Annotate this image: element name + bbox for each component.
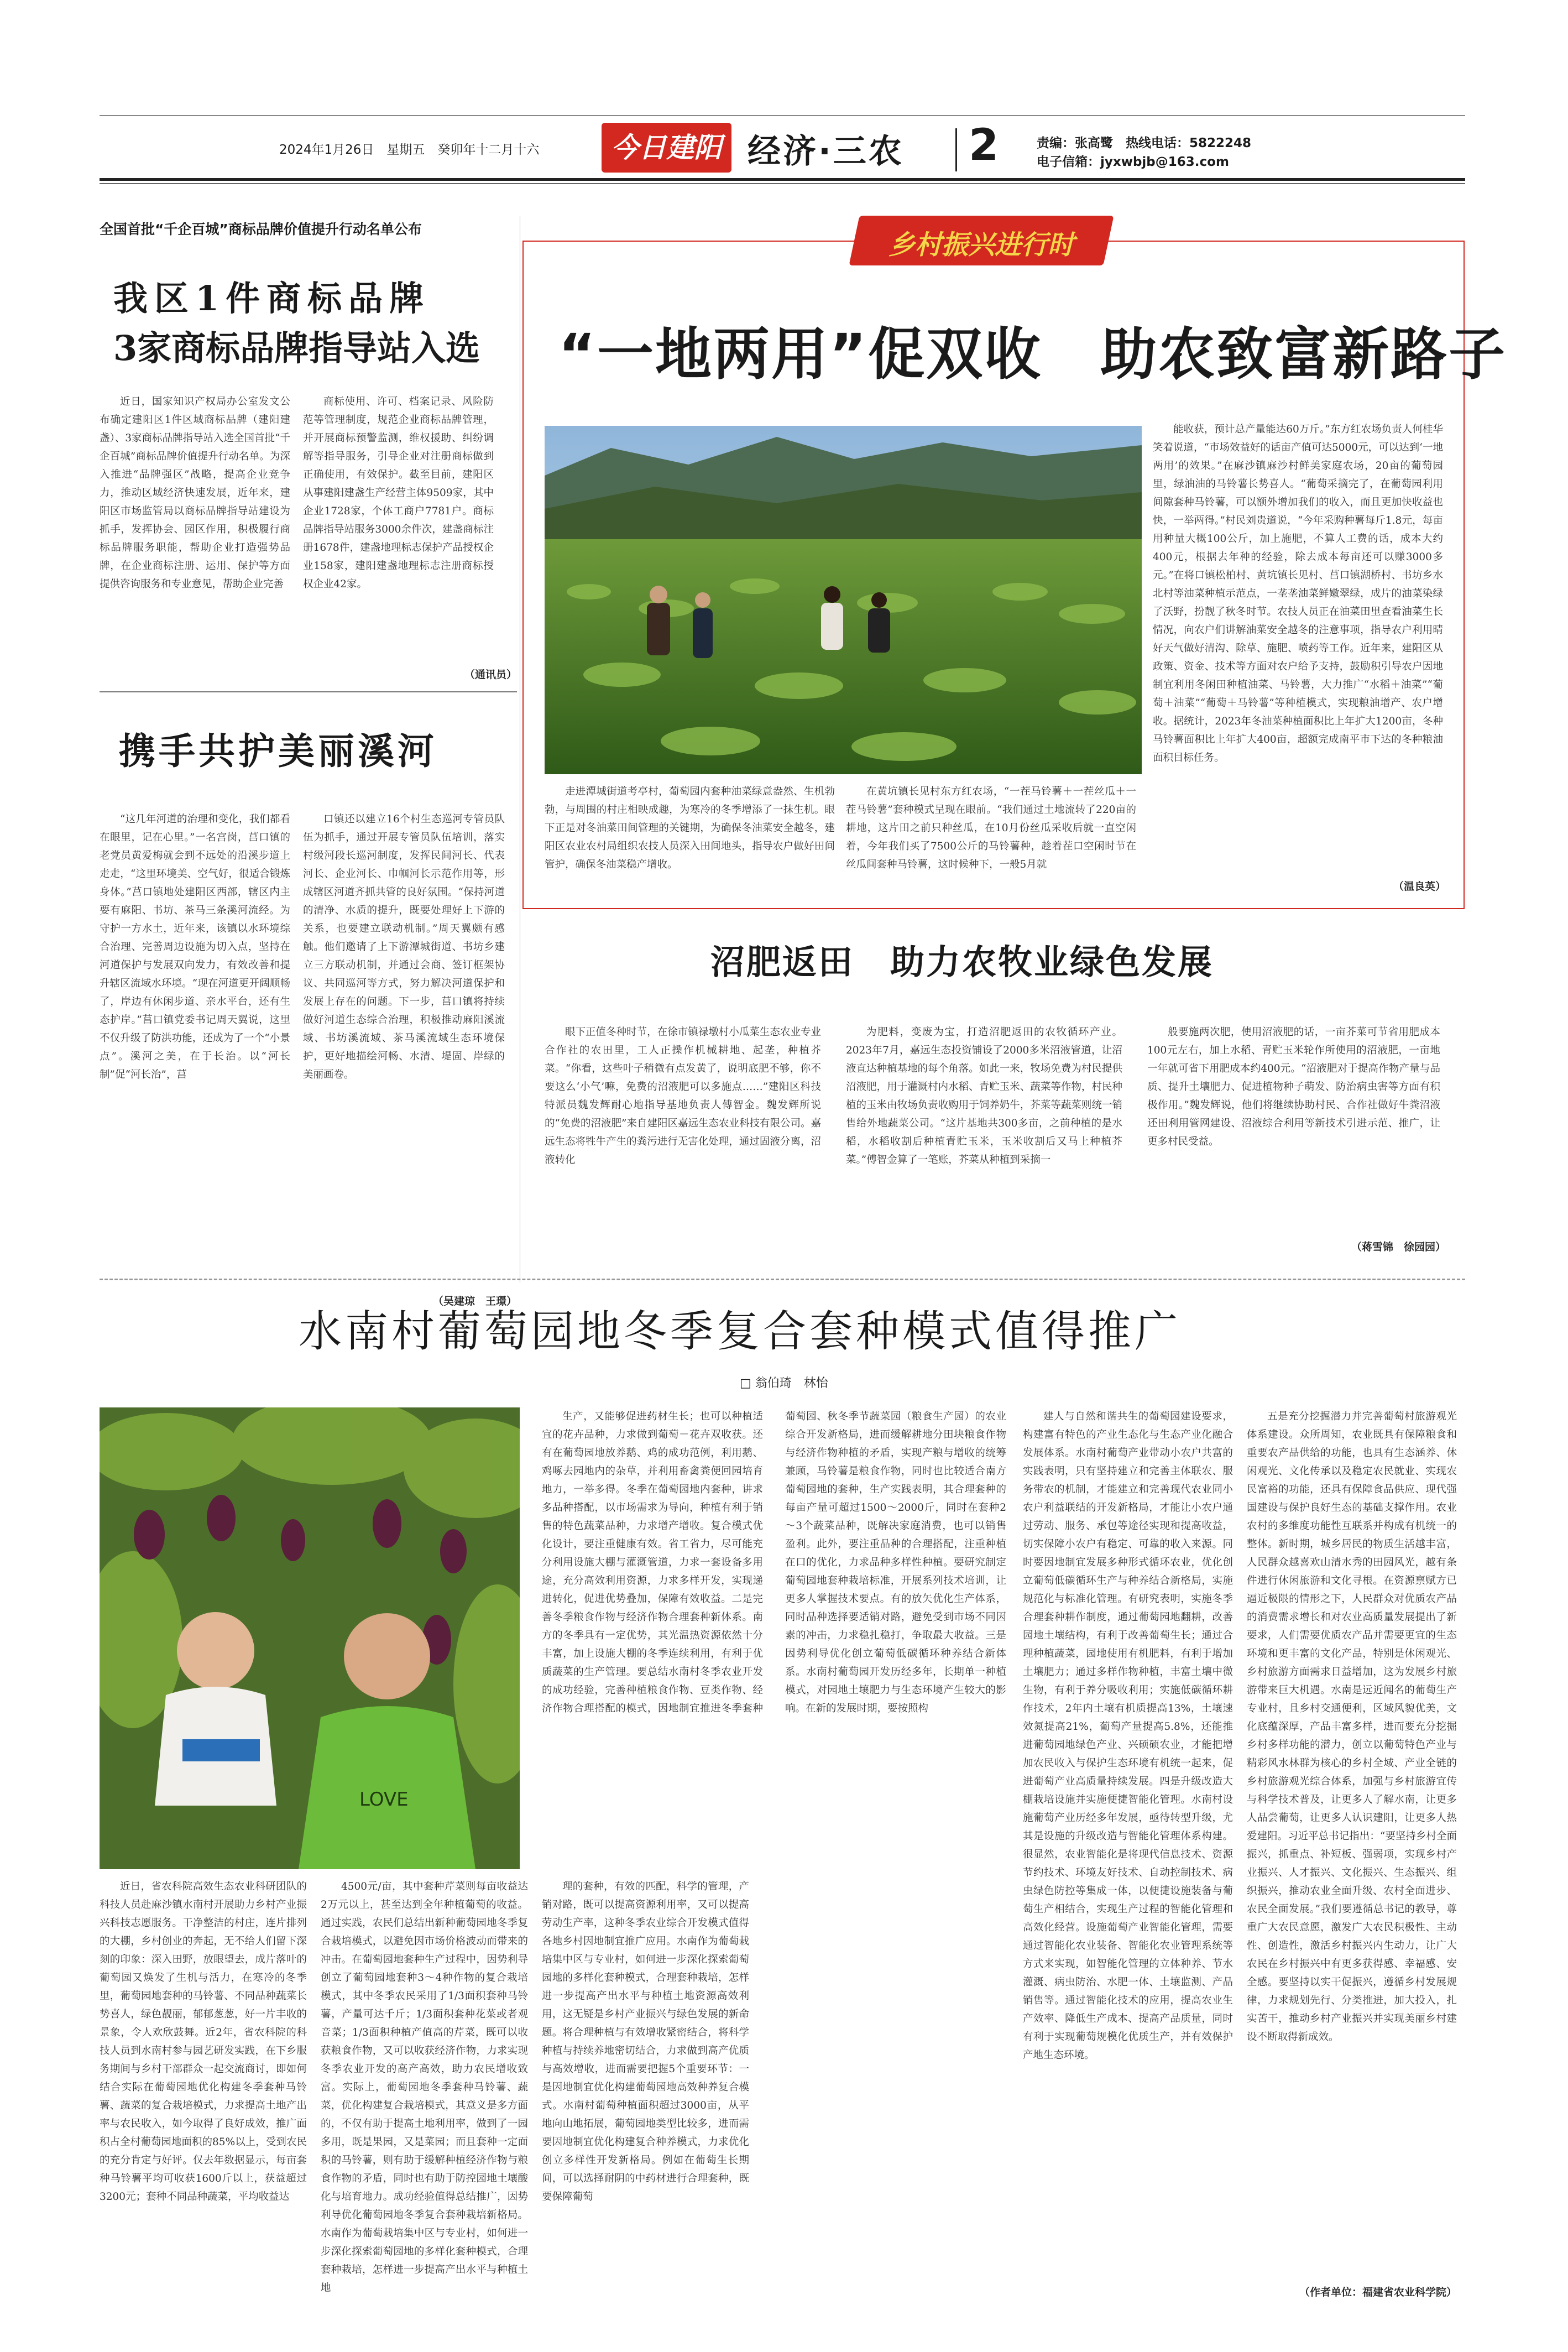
a1-kicker: 全国首批“千企百城”商标品牌价值提升行动名单公布 [100, 221, 422, 237]
grape-photo-image [100, 1407, 520, 1869]
a3-banner-text: 乡村振兴进行时 [888, 230, 1074, 260]
section-title: 经济·三农 [748, 132, 904, 171]
a4-col3 [1147, 1023, 1440, 1233]
a3-under1-text: 走进潭城街道考亭村，葡萄园内套种油菜绿意盎然、生机勃勃，与周围的村庄相映成趣，为寒冷的冬季增添了一抹生机。眼下正是对冬油菜田间管理的关键期，为确保冬油菜安全越冬，建阳区农业农村局组织农技人员深入田间地头，指导农户做好田间管护，确保冬油菜稳产增收。 [545, 786, 835, 870]
a3-right-col [1153, 420, 1443, 868]
shirt-lettering: LOVE [359, 1788, 409, 1811]
a4-c3-text: 般要施两次肥，使用沼液肥的话，一亩芥菜可节省用肥成本100元左右，加上水稻、青贮玉米轮作所使用的沼液肥，一亩地一年就可省下用肥成本约400元。“沼液肥对于提高作物产量与品质、提升土壤肥力、促进植物种子萌发、防治病虫害等方面有积极作用。”魏发辉说，他们将继续协助村民、合作社做好牛粪沼液还田利用管网建设、沼液综合利用等新技术引进示范、推广，让更多村民受益。 [1147, 1026, 1440, 1148]
a1-body-col1 [100, 393, 290, 648]
a5-bottom-col1 [100, 1878, 307, 2303]
a1-body-col2 [303, 393, 494, 648]
a5-colB [1023, 1407, 1233, 2303]
editor-email: 电子信箱：jyxwbjb@163.com [1037, 155, 1229, 169]
a5-bottom2-text: 4500元/亩，其中套种芹菜则每亩收益达2万元以上，甚至达到全年种植葡萄的收益。通过实践，农民们总结出新种葡萄园地冬季复合栽培模式，以避免因市场价格波动而带来的冲击。在葡萄园地套种生产过程中，因势利导创立了葡萄园地套种3～4种作物的复合栽培模式，其中冬季农民采用了1/3面积套种马铃薯，产量可达千斤；1/3面积套种花菜或者观音菜；1/3面积种植产值高的芹菜，既可以收获粮食作物，又可以收获经济作物，力求实现冬季农业开发的高产高效，助力农民增收致富。实际上，葡萄园地冬季套种马铃薯、蔬菜，优化构建复合栽培模式，其意义是多方面的，不仅有助于提高土地利用率，做到了一园多用，既是果园，又是菜园；而且套种一定面积的马铃薯，则有助于缓解种植经济作物与粮食作物的矛盾，同时也有助于防控园地土壤酸化与培育地力。成功经验值得总结推广，因势利导优化葡萄园地冬季复合套种栽培新格局。水南作为葡萄栽培集中区与专业村，如何进一步深化探索葡萄园地的多样化套种模式，合理套种栽培，怎样进一步提高产出水平与种植土地 [321, 1881, 528, 2294]
masthead [0, 0, 1568, 199]
a5-bottom3-text: 理的套种，有效的匹配，科学的管理，产销对路，既可以提高资源利用率，又可以提高劳动生产率，这种冬季农业综合开发模式值得各地乡村因地制宜推广应用。水南作为葡萄栽培集中区与专业村，如何进一步深化探索葡萄园地的多样化套种模式，合理套种栽培，怎样进一步提高产出水平与种植土地资源高效利用，这无疑是乡村产业振兴与绿色发展的新命题。将合理种植与有效增收紧密结合，将科学种植与持续养地密切结合，力求做到高产优质与高效增收，进而需要把握5个重要环节：一是因地制宜优化构建葡萄园地高效种养复合模式。水南村葡萄种植面积超过3000亩，从平地向山地拓展，葡萄园地类型比较多，进而需要因地制宜优化构建复合种养模式，力求优化创立多样性开发新格局。例如在葡萄生长期间，可以选择耐阴的中药材进行合理套种，既要保障葡萄 [542, 1881, 749, 2203]
a3-right-text: 能收获，预计总产量能达60万斤。”东方红农场负责人何桂华笑着说道，“市场效益好的话亩产值可达5000元，可以达到‘一地两用’的效果。”在麻沙镇麻沙村鲜美家庭农场，20亩的葡萄园里，绿油油的马铃薯长势喜人。“葡萄采摘完了，在葡萄园利用间隙套种马铃薯，可以额外增加我们的收入，而且更加快收益也快，一举两得。”村民刘贵道说，“今年采购种薯每斤1.8元，每亩用种量大概100公斤，加上施肥，不算人工费的话，成本大约400元，根据去年种的经验，除去成本每亩还可以赚3000多元。”在将口镇松柏村、黄坑镇长见村、莒口镇湖桥村、书坊乡水北村等油菜种植示范点，一垄垄油菜鲜嫩翠绿，成片的油菜染绿了沃野，扮靓了秋冬时节。农技人员正在油菜田里查看油菜生长情况，向农户们讲解油菜安全越冬的注意事项，指导农户利用晴好天气做好清沟、除草、施肥、喷药等工作。近年来，建阳区从政策、资金、技术等方面对农户给予支持，鼓励积引导农户因地制宜利用冬闲田种植油菜、马铃薯，大力推广“水稻＋油菜”“葡萄＋油菜”“葡萄＋马铃薯”等种植模式，实现粮油增产、农户增收。据统计，2023年冬油菜种植面积比上年扩大1200亩，冬种马铃薯面积比上年扩大400亩，超额完成南平市下达的冬种粮油面积目标任务。 [1153, 424, 1443, 764]
issue-date: 2024年1月26日 星期五 癸卯年十二月十六 [279, 143, 540, 157]
a2-body-col1 [100, 810, 290, 1308]
top-rule [100, 115, 1465, 116]
a2-col1-text: “这几年河道的治理和变化，我们都看在眼里，记在心里。”一名宫岗，莒口镇的老党员黄爱梅就会到不远处的沿溪步道上走走，“这里环境美、空气好，很适合锻炼身体。”莒口镇地处建阳区西部，辖区内主要有麻阳、书坊、茶马三条溪河流经。为守护一方水土，近年来，该镇以水环境综合治理、完善周边设施为切入点，坚持在河道保护与发展双向发力，有效改善和提升辖区流域水环境。“现在河道更开阔顺畅了，岸边有休闲步道、亲水平台，还有生态护岸。”莒口镇党委书记周天翼说，这里不仅升级了防洪功能，还成为了一个“小景点”。溪河之美，在于长治。以“河长制”促“河长治”，莒 [100, 813, 290, 1081]
paper-logo [602, 123, 731, 173]
masthead-rule-thick [100, 178, 1465, 181]
a4-col1 [545, 1023, 821, 1261]
a1-title-line2: 3家商标品牌指导站入选 [113, 328, 480, 368]
a4-c1-text: 眼下正值冬种时节，在徐市镇禄墩村小瓜菜生态农业专业合作社的农田里，工人正操作机械耕地、起垄，种植芥菜。“你看，这些叶子稍微有点发黄了，说明底肥不够，你不要这么‘小气’嘛，免费的沼液肥可以多施点……”建阳区科技特派员魏发辉耐心地指导基地负责人傅智金。魏发辉所说的“免费的沼液肥”来自建阳区嘉远生态农业科技有限公司。嘉远生态将牲牛产生的粪污进行无害化处理，通过固液分离，沼液转化 [545, 1026, 821, 1166]
section-divider [955, 128, 957, 171]
section-dashed-rule [100, 1279, 1465, 1280]
a1-credit: （通讯员） [464, 669, 517, 681]
a2-col2-text: 口镇还以建立16个村生态巡河专管员队伍为抓手，通过开展专管员队伍培训，落实村级河段长巡河制度，发挥民间河长、代表河长、企业河长、巾帼河长示范作用等，形成辖区河道齐抓共管的良好氛围。“保持河道的清净、水质的提升，既要处理好上下游的关系，也要建立联动机制。”周天翼颇有感触。他们邀请了上下游潭城街道、书坊乡建立三方联动机制，并通过会商、签订框架协议、共同巡河等方式，努力解决河道保护和发展上存在的问题。下一步，莒口镇将持续做好河道生态综合治理，积极推动麻阳溪流域、书坊溪流域、茶马溪流域生态环境保护，更好地描绘河畅、水清、堤固、岸绿的美丽画卷。 [303, 813, 505, 1081]
a5-colC [1247, 1407, 1457, 2281]
a1-col1-text: 近日，国家知识产权局办公室发文公布确定建阳区1件区域商标品牌（建阳建盏）、3家商标品牌指导站入选全国首批“千企百城”商标品牌价值提升行动名单。为深入推进“品牌强区”战略，提高企业竞争力，推动区域经济快速发展，近年来，建阳区市场监管局以商标品牌指导站建设为抓手，发挥协会、园区作用，积极履行商标品牌服务职能，帮助企业打造强势品牌，在企业商标注册、运用、保护等方面提供咨询服务和专业意见，帮助企业完善 [100, 396, 290, 590]
a5-bottom1-text: 近日，省农科院高效生态农业科研团队的科技人员赴麻沙镇水南村开展助力乡村产业振兴科技志愿服务。干净整洁的村庄，连片排列的大棚，乡村创业的奔起，无不给人们留下深刻的印象：深入田野，放眼望去，成片落叶的葡萄园又焕发了生机与活力，在寒冷的冬季里，葡萄园地套种的马铃薯、不同品种蔬菜长势喜人，绿色靓丽，郁郁葱葱，好一片丰收的景象，令人欢欣鼓舞。近2年，省农科院的科技人员到水南村参与园艺研发实践，在下乡服务期间与乡村干部群众一起交流商讨，即如何结合实际在葡萄园地优化构建冬季套种马铃薯、蔬菜的复合栽培模式，力求提高土地产出率与农民收入，如今取得了良好成效，推广面积占全村葡萄园地面积的85%以上，受到农民的充分肯定与好评。仅去年数据显示，每亩套种马铃薯平均可收获1600斤以上，获益超过3200元；套种不同品种蔬菜，平均收益达 [100, 1881, 307, 2203]
grape-photo [100, 1407, 520, 1869]
field-photo-image [545, 426, 1142, 774]
a1-col2-text: 商标使用、许可、档案记录、风险防范等管理制度，规范企业商标品牌管理，并开展商标预警监测，维权援助、纠纷调解等指导服务，引导企业对注册商标做到正确使用，有效保护。截至目前，建阳区从事建阳建盏生产经营主体9509家，其中企业1728家，个体工商户7781户。商标品牌指导站服务3000余件次，建盏商标注册1678件，建盏地理标志保护产品授权企业158家，建阳建盏地理标志注册商标授权企业42家。 [303, 396, 494, 590]
a5-bottom-col2 [321, 1878, 528, 2303]
a4-credit: （蒋雪锦 徐园园） [1351, 1241, 1446, 1253]
a3-banner [854, 216, 1109, 265]
a4-col2 [846, 1023, 1122, 1261]
editor-line: 责编：张高鹭 热线电话：5822248 [1037, 136, 1252, 150]
field-photo [545, 426, 1142, 774]
a4-title: 沼肥返田 助力农牧业绿色发展 [710, 942, 1214, 982]
a4-c2-text: 为肥料，变废为宝，打造沼肥返田的农牧循环产业。2023年7月，嘉远生态投资铺设了2000多米沼液管道，让沼液直达种植基地的每个角落。如此一来，牧场免费为村民提供沼液肥，用于灌溉村内水稻、青贮玉米、蔬菜等作物，村民种植的玉米由牧场负责收购用于饲养奶牛，芥菜等蔬菜则统一销售给外地蔬菜公司。“这片基地共300多亩，之前种植的是水稻，水稻收割后种植青贮玉米，玉米收割后又马上种植芥菜。”傅智金算了一笔账，芥菜从种植到采摘一 [846, 1026, 1122, 1166]
a3-under2-text: 在黄坑镇长见村东方红农场，“一茬马铃薯＋一茬丝瓜＋一茬马铃薯”套种模式呈现在眼前。“我们通过土地流转了220亩的耕地，这片田之前只种丝瓜，在10月份丝瓜采收后就一直空闲着，今年我们买了7500公斤的马铃薯种，趁着茬口空闲时节在丝瓜间套种马铃薯，这时候种下，一般5月就 [846, 786, 1136, 870]
a3-under-col2 [846, 783, 1136, 893]
a5-bottom-col3 [542, 1878, 749, 2303]
a2-credit: （吴建琼 王璟） [432, 1295, 517, 1307]
a3-credit: （温良英） [1393, 880, 1446, 893]
a3-under-col1 [545, 783, 835, 893]
a1-title-line1: 我区1件商标品牌 [113, 278, 431, 319]
a5-colC-text: 五是充分挖掘潜力并完善葡萄村旅游观光体系建设。众所周知，农业既具有保障粮食和重要农产品供给的功能，也具有生态涵养、休闲观光、文化传承以及稳定农民就业、实现农民富裕的功能，还具有保障食品供应、现代强国建设与保护良好生态的基础支撑作用。农业农村的多维度功能性互联系并构成有机统一的整体。新时期，城乡居民的物质生活越丰富，人民群众越喜欢山清水秀的田园风光，越有条件进行休闲旅游和文化寻根。在资源禀赋方已逼近极限的情形之下，人民群众对优质农产品的消费需求增长和对农业高质量发展提出了新要求，人们需要优质农产品并需要更宜的生态环境和更丰富的文化产品，特别是休闲观光、乡村旅游方面需求日益增加，这为发展乡村旅游带来巨大机遇。水南是远近闻名的葡萄生产专业村，且乡村交通便利，区域风貌优美，文化底蕴深厚，产品丰富多样，进而要充分挖掘乡村多样功能的潜力，创立以葡萄特色产业与精彩风水林群为核心的乡村全域、产业全链的乡村旅游观光综合体系，加强与乡村旅游宜传与科学技术普及，让更多人了解水南，让更多人品尝葡萄，让更多人认识建阳，让更多人热爱建阳。习近平总书记指出：“要坚持乡村全面振兴，抓重点、补短板、强弱项，实现乡村产业振兴、人才振兴、文化振兴、生态振兴、组织振兴，推动农业全面升级、农村全面进步、农民全面发展。”我们要遵循总书记的教导，尊重广大农民意愿，激发广大农民积极性、主动性、创造性，激活乡村振兴内生动力，让广大农民在乡村振兴中有更多获得感、幸福感、安全感。要坚持以实干促振兴，遵循乡村发展规律，力求规划先行、分类推进，加大投入，扎实苦干，推动乡村产业振兴并实现美丽乡村建设不断取得新成效。 [1247, 1411, 1457, 2043]
a5-byline: □ 翁伯琦 林怡 [740, 1376, 828, 1390]
a5-credit: （作者单位：福建省农业科学院） [1299, 2286, 1457, 2298]
masthead-rule-thin [100, 183, 1465, 184]
a5-title: 水南村葡萄园地冬季复合套种模式值得推广 [299, 1307, 1182, 1357]
a5-colA-text: 生产，又能够促进药材生长；也可以种植适宜的花卉品种，力求做到葡萄－花卉双收获。还有在葡萄园地放养鹅、鸡的成功范例，利用鹅、鸡啄去园地内的杂草，并利用畜禽粪便回园培育地力，一举多得。冬季在葡萄园地内套种，讲求多品种搭配，以市场需求为导向，种植有利于销售的特色蔬菜品种，力求增产增收。复合模式优化设计，要注重健康有效。省工省力，尽可能充分利用设施大棚与灌溉管道，力求一套设备多用途，充分高效利用资源，力求多样开发，实现递进转化，促进优势叠加，保障有效收益。二是完善冬季粮食作物与经济作物合理套种新体系。南方的冬季具有一定优势，其光温热资源依然十分丰富，加上设施大棚的冬季连续利用，有利于优质蔬菜的生产管理。要总结水南村冬季农业开发的成功经验，完善种植粮食作物、豆类作物、经济作物合理搭配的模式，因地制宜推进冬季套种葡萄园、秋冬季节蔬菜园（粮食生产园）的农业综合开发新格局，进而缓解耕地分田块粮食作物与经济作物种植的矛盾，实现产粮与增收的统筹兼顾，马铃薯是粮食作物，同时也比较适合南方葡萄园地的套种，生产实践表明，其合理套种的每亩产量可超过1500～2000斤，同时在套种2～3个蔬菜品种，既解决家庭消费，也可以销售盈利。此外，要注重品种的合理搭配，注重种植在口的优化，力求品种多样性种植。要研究制定葡萄园地套种栽培标准，开展系列技术培训，让更多人掌握技术要点。有的放矢优化生产体系，同时品种选择要适销对路，避免受到市场不同因素的冲击，力求稳扎稳打，争取最大收益。三是因势利导优化创立葡萄低碳循环种养结合新体系。水南村葡萄园开发历经多年，长期单一种植模式，对园地土壤肥力与生态环境产生较大的影响。在新的发展时期，要按照构 [542, 1411, 1006, 1714]
page-number: 2 [969, 121, 999, 170]
a3-title: “一地两用”促双收 助农致富新路子 [558, 322, 1507, 388]
a2-body-col2 [303, 810, 505, 1280]
a5-colA [542, 1407, 1006, 1866]
paper-logo-text: 今日建阳 [611, 131, 722, 164]
a1-bottom-rule [100, 691, 517, 692]
a2-title: 携手共护美丽溪河 [119, 729, 437, 773]
a5-colB-text: 建人与自然和谐共生的葡萄园建设要求，构建富有特色的产业生态化与生态产业化融合发展体系。水南村葡萄产业带动小农户共富的实践表明，只有坚持建立和完善主体联农、服务带农的机制，才能建立和完善现代农业同小农户利益联结的开发新格局，才能让小农户通过劳动、服务、承包等途径实现和提高收益，切实保障小农户有稳定、可靠的收入来源。同时要因地制宜发展多种形式循环农业，优化创立葡萄低碳循环生产与种养结合新格局，实施规范化与标准化管理。有研究表明，实施冬季合理套种耕作制度，通过葡萄园地翻耕，改善园地土壤结构，有利于改善葡萄生长；通过合理种植蔬菜，园地使用有机肥料，有利于增加土壤肥力；通过多样作物种植，丰富土壤中微生物，有利于养分吸收利用；实施低碳循环耕作技术，2年内土壤有机质提高13%，土壤速效氮提高21%，葡萄产量提高5.8%，还能推进葡萄园地绿色产业、兴硕硕农业，才能把增加农民收入与保护生态环境有机统一起来，促进葡萄产业高质量持续发展。四是升级改造大棚栽培设施并实施便捷智能化管理。水南村设施葡萄产业历经多年发展，亟待转型升级，尤其是设施的升级改造与智能化管理体系构建。很显然，农业智能化是将现代信息技术、资源节约技术、环境友好技术、自动控制技术、病虫绿色防控等集成一体，以便捷设施装备与葡萄生产相结合，实现生产过程的智能化管理和高效化经营。设施葡萄产业智能化管理，需要通过智能化农业装备、智能化农业管理系统等方式来实现，如智能化管理的立体种养、节水灌溉、病虫防治、水肥一体、土壤监测、产品销售等。通过智能化技术的应用，提高农业生产效率、降低生产成本、提高产品质量，同时有利于实现葡萄规模化优质生产，并有效保护产地生态环境。 [1023, 1411, 1233, 2061]
